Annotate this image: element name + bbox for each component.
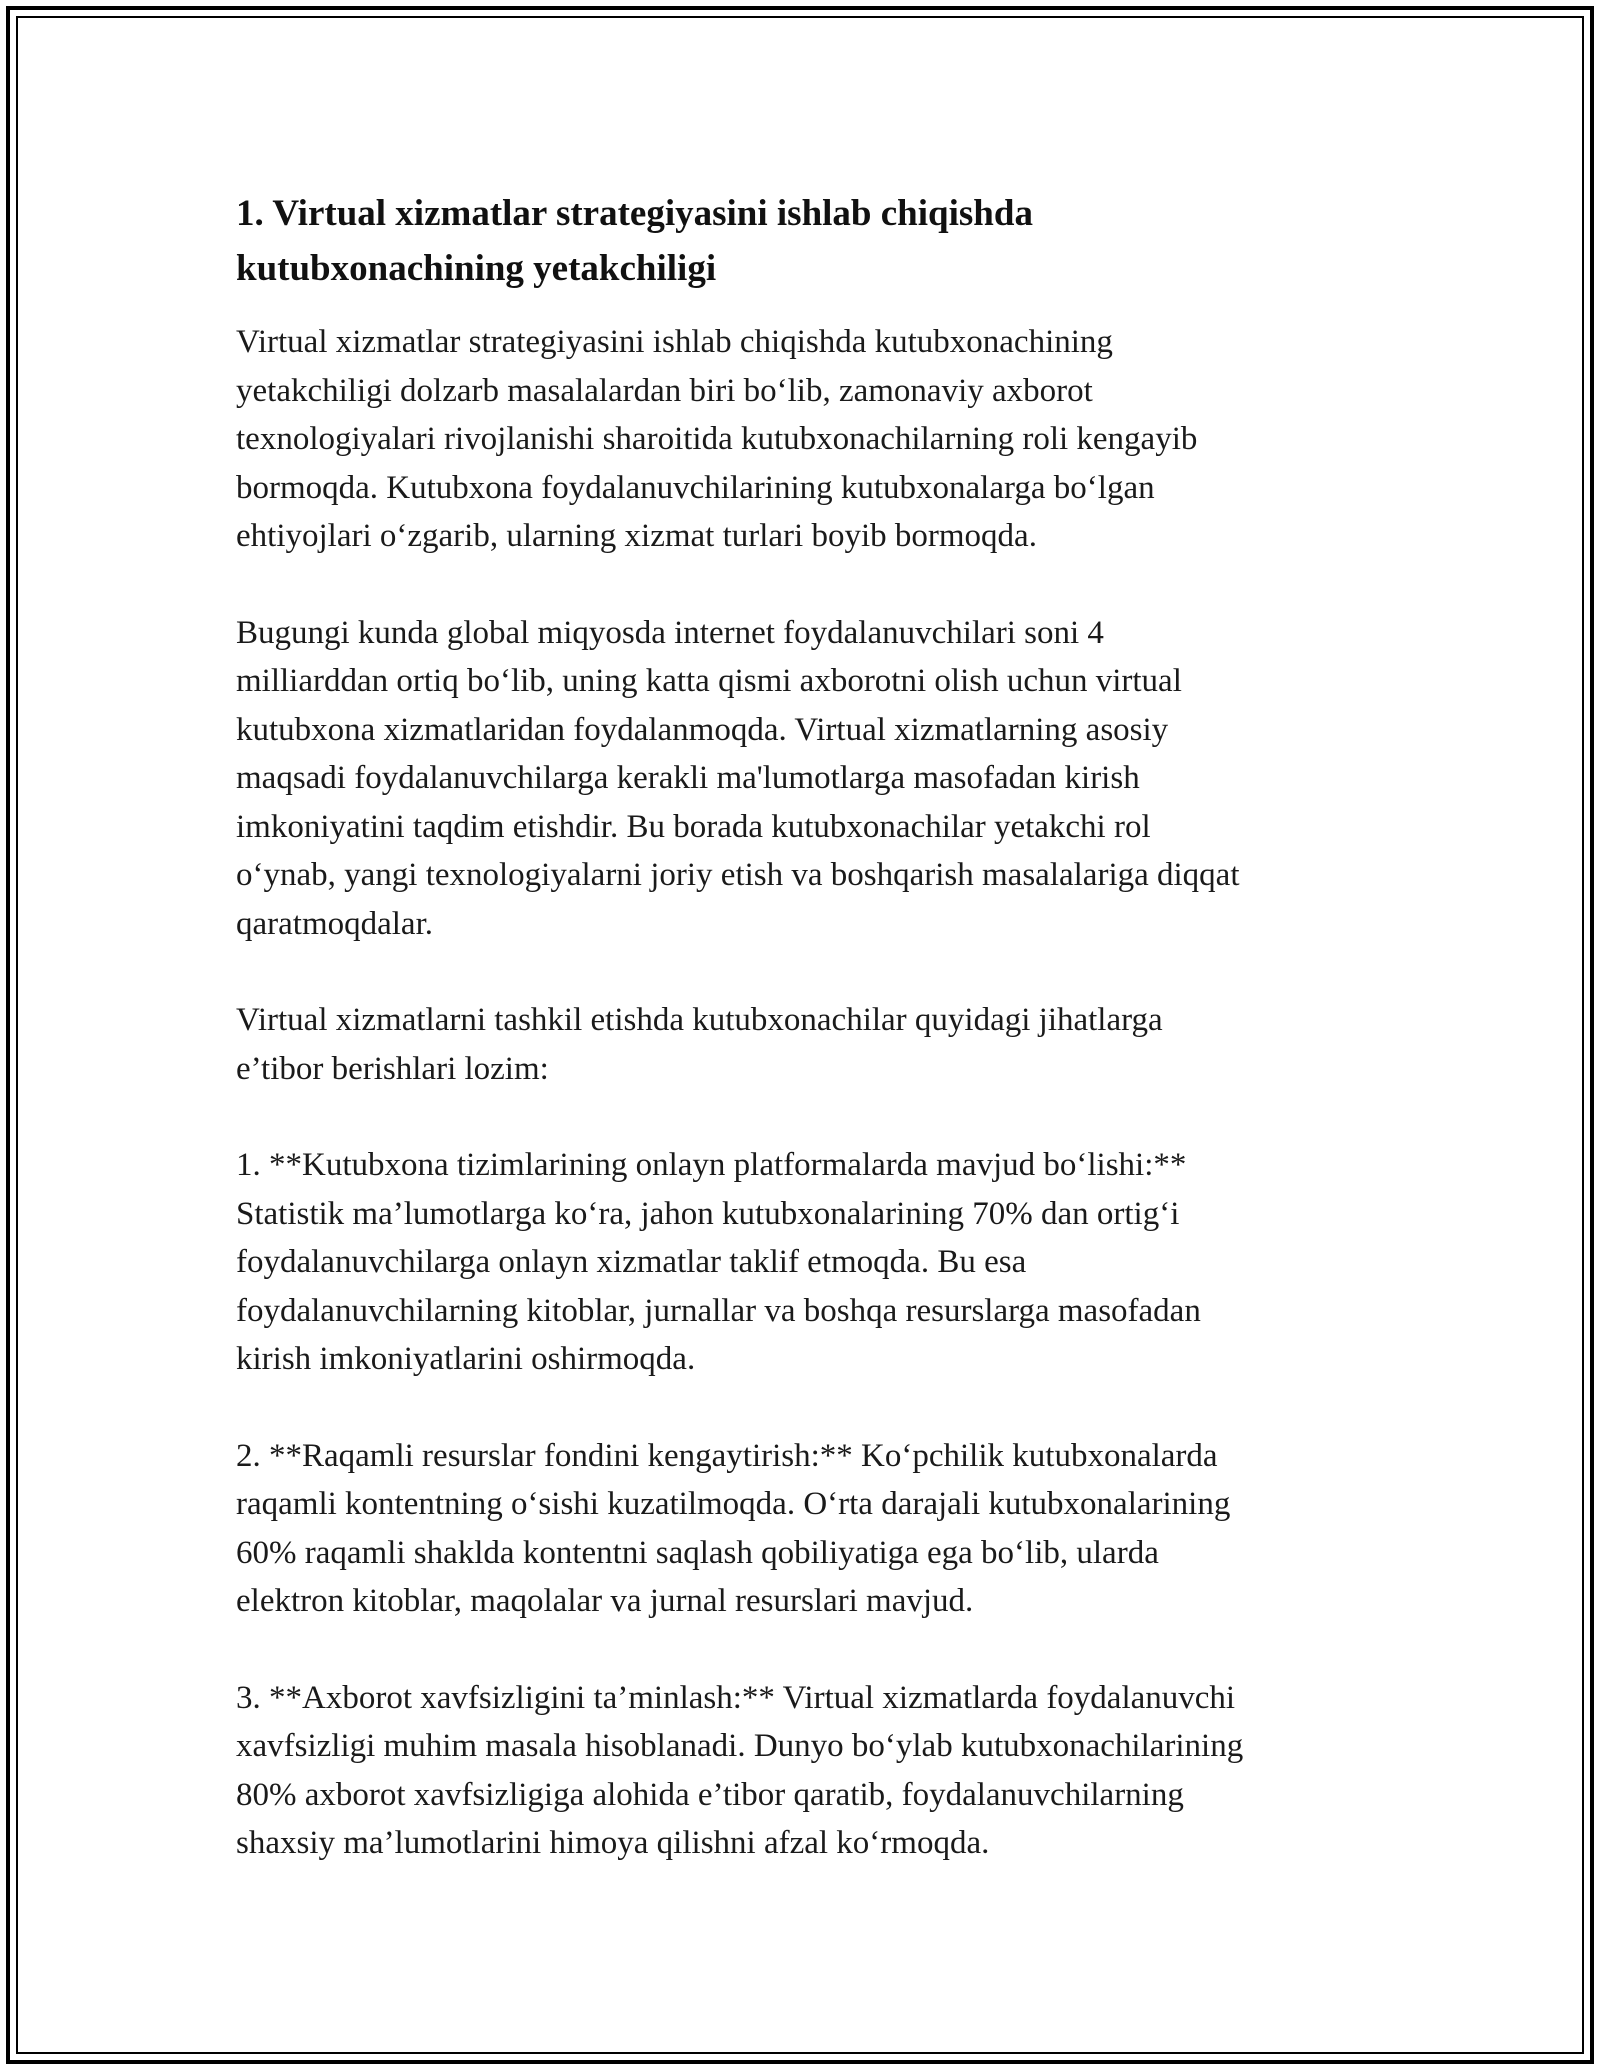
paragraph-internet-users: Bugungi kunda global miqyosda internet foydalanuvchilari soni 4 milliarddan ortiq bo‘lib, uning katta qismi axborotni olish uchun virtual kutubxona xizmatlaridan foydalanmoqda. Virtual xizmatlarning asosiy maqsadi foydalanuvchilarga kerakli ma'lumotlarga masofadan kirish imkoniyatini taqdim etishdir. Bu borada kutubxonachilar yetakchi rol o‘ynab, yangi texnologiyalarni joriy etish va boshqarish masalalariga diqqat qaratmoqdalar. — [236, 614, 1240, 942]
list-item-information-security: 3. **Axborot xavfsizligini ta’minlash:** Virtual xizmatlarda foydalanuvchi xavfsizligi muhim masala hisoblanadi. Dunyo bo‘ylab kutubxonachilarining 80% axborot xavfsizligiga alohida e’tibor qaratib, foydalanuvchilarning shaxsiy ma’lumotlarini himoya qilishni afzal ko‘rmoqda. — [236, 1679, 1244, 1861]
paragraph-aspects-intro: Virtual xizmatlarni tashkil etishda kutubxonachilar quyidagi jihatlarga e’tibor berishlari lozim: — [236, 1002, 1163, 1087]
document-title: 1. Virtual xizmatlar strategiyasini ishlab chiqishda kutubxonachining yetakchiligi — [236, 193, 1033, 289]
list-item-digital-resources: 2. **Raqamli resurslar fondini kengaytirish:** Ko‘pchilik kutubxonalarda raqamli kontentning o‘sishi kuzatilmoqda. O‘rta darajali kutubxonalarining 60% raqamli shaklda kontentni saqlash qobiliyatiga ega bo‘lib, ularda elektron kitoblar, maqolalar va jurnal resurslari mavjud. — [236, 1437, 1231, 1619]
document-page — [236, 186, 1366, 1916]
paragraph-intro: Virtual xizmatlar strategiyasini ishlab chiqishda kutubxonachining yetakchiligi dolzarb masalalardan biri bo‘lib, zamonaviy axborot texnologiyalari rivojlanishi sharoitida kutubxonachilarning roli kengayib bormoqda. Kutubxona foydalanuvchilarining kutubxonalarga bo‘lgan ehtiyojlari o‘zgarib, ularning xizmat turlari boyib bormoqda. — [236, 324, 1198, 554]
list-item-online-platforms: 1. **Kutubxona tizimlarining onlayn platformalarda mavjud bo‘lishi:** Statistik ma’lumotlarga ko‘ra, jahon kutubxonalarining 70% dan ortig‘i foydalanuvchilarga onlayn xizmatlar taklif etmoqda. Bu esa foydalanuvchilarning kitoblar, jurnallar va boshqa resurslarga masofadan kirish imkoniyatlarini oshirmoqda. — [236, 1147, 1201, 1377]
